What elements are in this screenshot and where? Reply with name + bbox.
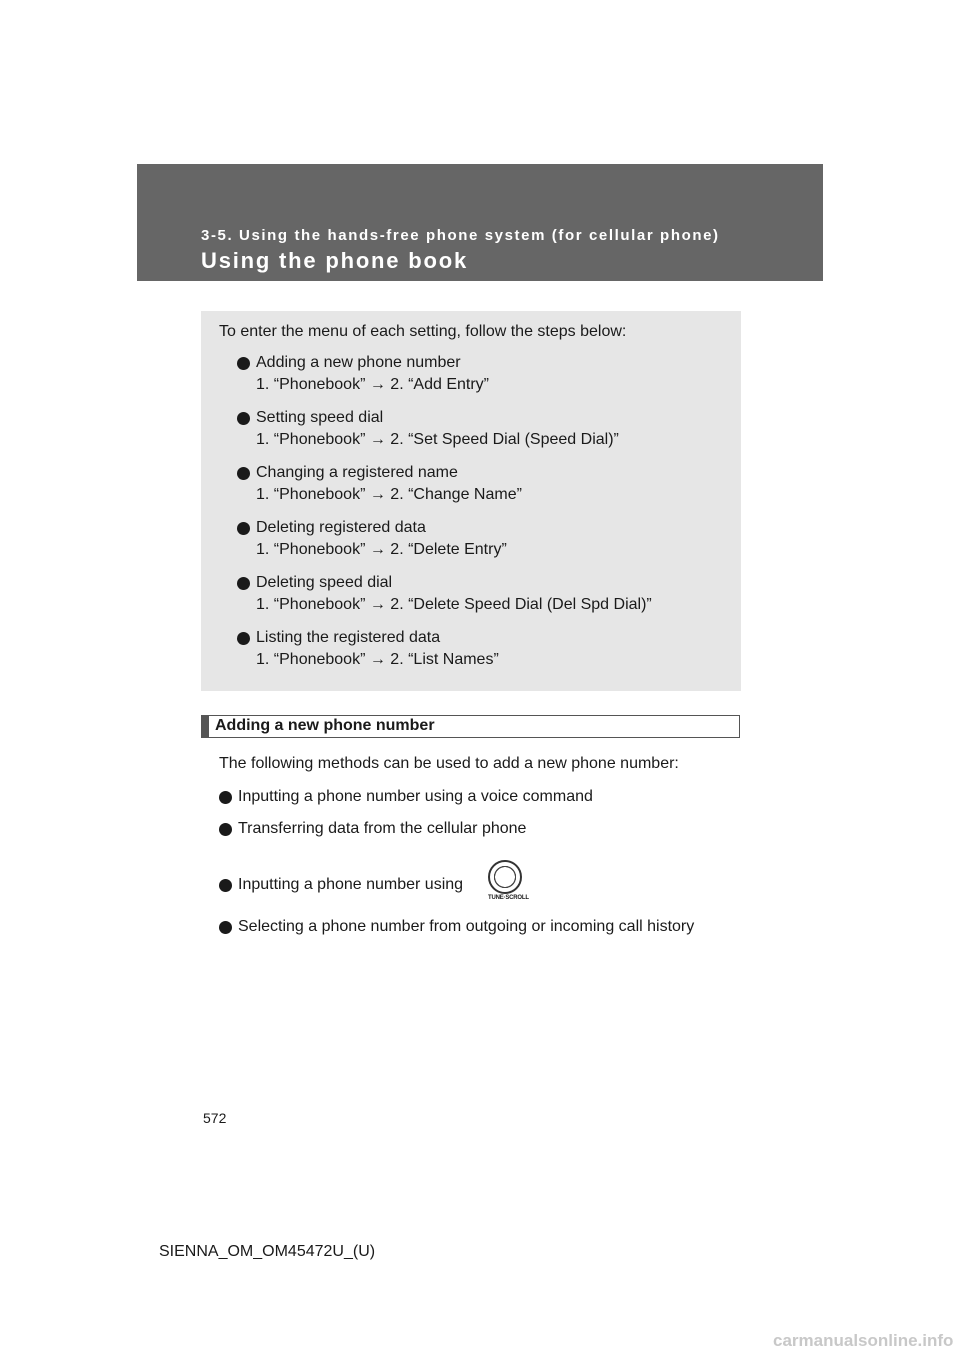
method-item (219, 818, 526, 840)
bullet-icon (219, 879, 232, 892)
section-label: 3-5. Using the hands-free phone system (for cellular phone) (201, 227, 720, 244)
menu-step-title: Setting speed dial (256, 409, 384, 426)
menu-step-item (237, 517, 507, 561)
page-number: 572 (203, 1110, 227, 1126)
method-text: Inputting a phone number using a voice command (238, 788, 593, 805)
tune-scroll-knob-icon (488, 860, 529, 904)
knob-label: TUNE·SCROLL (488, 895, 529, 901)
bullet-icon (219, 791, 232, 804)
menu-steps-box (201, 311, 741, 691)
menu-step-title: Adding a new phone number (256, 354, 461, 371)
menu-step-path: 1. “Phonebook” → 2. “Delete Entry” (256, 541, 507, 558)
method-item (219, 916, 694, 938)
menu-step-title: Deleting registered data (256, 519, 426, 536)
menu-step-title: Changing a registered name (256, 464, 458, 481)
menu-step-path: 1. “Phonebook” → 2. “Add Entry” (256, 376, 489, 393)
menu-steps-intro: To enter the menu of each setting, follow the steps below: (219, 323, 627, 340)
menu-step-item (237, 407, 619, 451)
bullet-icon (237, 357, 250, 370)
menu-step-title: Listing the registered data (256, 629, 441, 646)
page-title: Using the phone book (201, 248, 468, 273)
method-item (219, 874, 463, 896)
bullet-icon (237, 577, 250, 590)
bullet-icon (219, 921, 232, 934)
menu-step-title: Deleting speed dial (256, 574, 393, 591)
method-text: Inputting a phone number using (238, 876, 464, 893)
bullet-icon (237, 412, 250, 425)
section-heading-text: Adding a new phone number (215, 717, 435, 734)
method-item (219, 786, 593, 808)
heading-accent (202, 716, 209, 737)
menu-step-item (237, 462, 522, 506)
menu-step-path: 1. “Phonebook” → 2. “List Names” (256, 651, 499, 668)
header-band (137, 164, 823, 281)
menu-step-path: 1. “Phonebook” → 2. “Change Name” (256, 486, 522, 503)
document-code: SIENNA_OM_OM45472U_(U) (159, 1243, 376, 1260)
method-text: Selecting a phone number from outgoing or incoming call history (238, 918, 695, 935)
watermark: carmanualsonline.info (773, 1331, 954, 1350)
menu-step-item (237, 572, 652, 616)
section-intro: The following methods can be used to add a new phone number: (219, 755, 679, 772)
bullet-icon (237, 632, 250, 645)
menu-step-item (237, 627, 499, 671)
menu-step-item (237, 352, 489, 396)
section-heading (201, 715, 740, 738)
menu-step-path: 1. “Phonebook” → 2. “Delete Speed Dial (Del Spd Dial)” (256, 596, 652, 613)
bullet-icon (219, 823, 232, 836)
method-text: Transferring data from the cellular phone (238, 820, 527, 837)
bullet-icon (237, 522, 250, 535)
bullet-icon (237, 467, 250, 480)
menu-step-path: 1. “Phonebook” → 2. “Set Speed Dial (Speed Dial)” (256, 431, 619, 448)
knob-ring (488, 860, 522, 894)
